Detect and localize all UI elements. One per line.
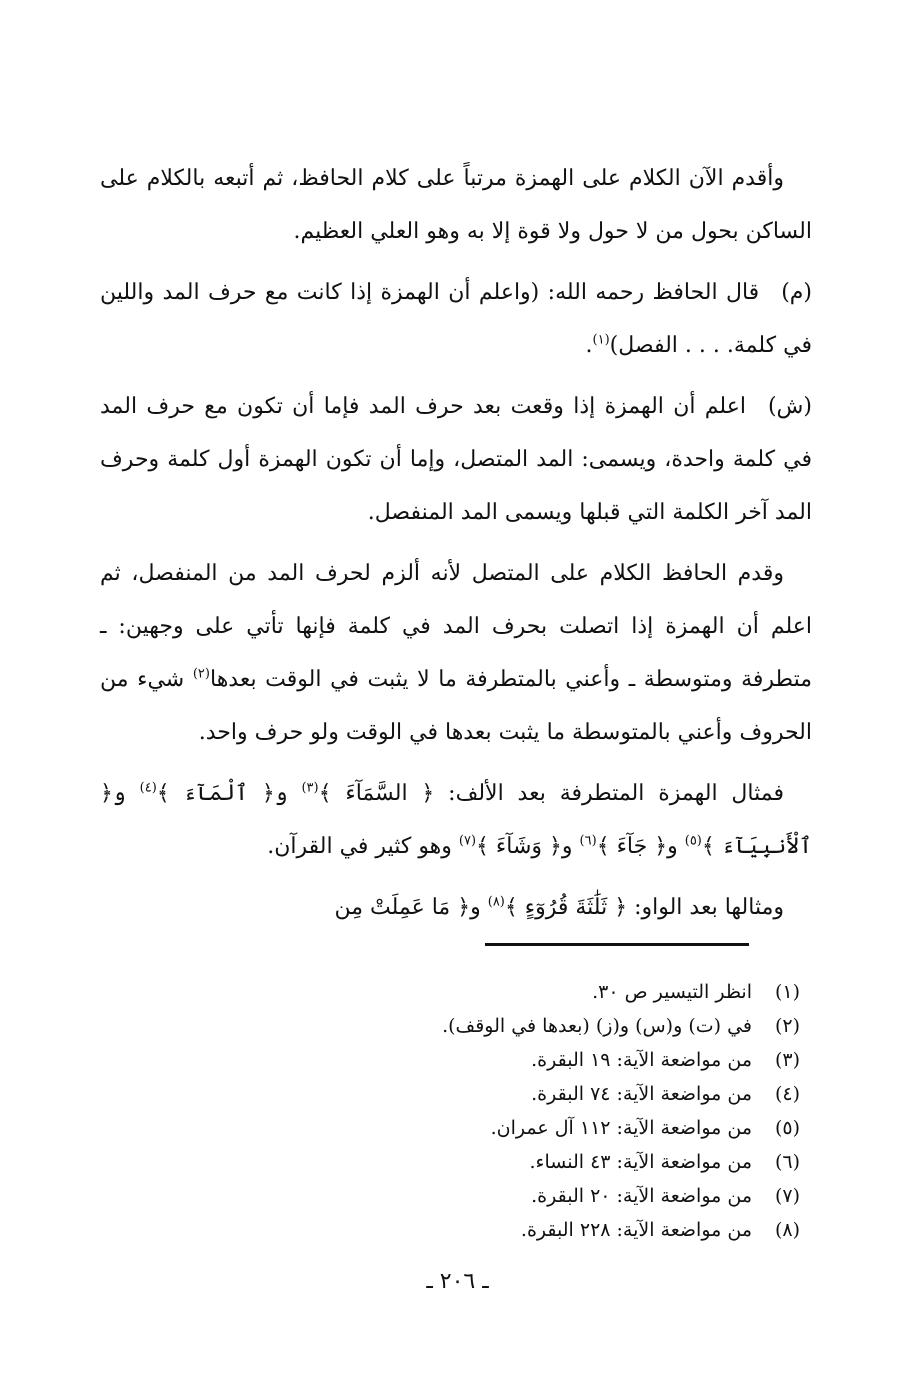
paragraph-text: وأقدم الآن الكلام على الهمزة مرتباً على كلام الحافظ، ثم أتبعه بالكلام على الساكن بحول من لا حول ولا قوة إلا به وهو العلي العظيم. — [100, 166, 812, 244]
footnote-ref[interactable]: (٥) — [684, 833, 702, 849]
footnote-item — [200, 1043, 800, 1077]
footnote-number: (٦) — [774, 1151, 800, 1173]
footnote-item — [200, 975, 800, 1009]
footnote-number: (٢) — [774, 1015, 800, 1037]
paragraph-text: و﴿ جَآءَ ﴾ — [596, 834, 685, 859]
paragraph-text: و﴿ ٱلْمَآءَ ﴾ — [156, 781, 302, 806]
footnote-text: انظر التيسير ص ٣٠. — [592, 981, 752, 1003]
footnote-text: من مواضعة الآية: ٧٤ البقرة. — [531, 1083, 752, 1105]
footnote-ref[interactable]: (٤) — [139, 780, 157, 796]
footnote-text: من مواضعة الآية: ١٩ البقرة. — [531, 1049, 752, 1071]
paragraph-tail: و﴿ مَا عَمِلَتْ مِن — [334, 895, 488, 920]
footnote-item — [200, 1179, 800, 1213]
footnote-ref[interactable]: (٨) — [487, 894, 505, 910]
footnote-item — [200, 1009, 800, 1043]
paragraph-text: وقدم الحافظ الكلام على المتصل لأنه ألزم لحرف المد من المنفصل، ثم اعلم أن الهمزة إذا اتصلت بحرف المد في كلمة فإنها تأتي على وجهين: ـ متطرفة ومتوسطة ـ وأعني بالمتطرفة ما لا يثبت في الوقت بعدها — [100, 561, 812, 692]
paragraph-muttasil — [100, 547, 812, 759]
paragraph-sharh — [100, 380, 812, 539]
main-text — [100, 152, 812, 942]
footnote-text: من مواضعة الآية: ٤٣ النساء. — [529, 1151, 752, 1173]
sharh-label: (ش) — [767, 394, 812, 419]
paragraph-tail: . — [585, 333, 593, 358]
paragraph-examples-waw — [100, 881, 812, 934]
footnote-number: (٣) — [774, 1049, 800, 1071]
footnote-number: (٤) — [774, 1083, 800, 1105]
paragraph-text: اعلم أن الهمزة إذا وقعت بعد حرف المد فإما أن تكون مع حرف المد في كلمة واحدة، ويسمى: المد المتصل، وإما أن تكون الهمزة أول كلمة وحرف المد آخر الكلمة التي قبلها ويسمى المد المنفصل. — [100, 394, 812, 525]
footnote-ref[interactable]: (٢) — [192, 666, 210, 682]
footnote-number: (٥) — [774, 1117, 800, 1139]
footnote-separator — [485, 943, 749, 946]
paragraph-text: ومثالها بعد الواو: ﴿ ثَلَٰثَةَ قُرُوٓءٍ ﴾ — [504, 895, 784, 920]
paragraph-text: و﴿ ٱلْأَنبِيَآءَ ﴾ — [100, 781, 812, 859]
paragraph-text: وهو كثير في القرآن. — [267, 834, 459, 859]
matn-label: (م) — [781, 280, 812, 305]
footnote-item — [200, 1213, 800, 1247]
paragraph-text: فمثال الهمزة المتطرفة بعد الألف: ﴿ السَّمَآءَ ﴾ — [318, 781, 784, 806]
footnotes — [200, 975, 800, 1247]
footnote-ref[interactable]: (٧) — [458, 833, 477, 849]
paragraph-examples-alif — [100, 767, 812, 873]
footnote-text: من مواضعة الآية: ١١٢ آل عمران. — [490, 1117, 752, 1139]
footnote-ref[interactable]: (١) — [592, 332, 610, 348]
footnote-text: في (ت) و(س) و(ز) (بعدها في الوقف). — [442, 1015, 752, 1037]
footnote-number: (٧) — [774, 1185, 800, 1207]
page-number: ـ ٢٠٦ ـ — [426, 1269, 489, 1294]
footnote-ref[interactable]: (٣) — [301, 780, 319, 796]
paragraph-text: قال الحافظ رحمه الله: (واعلم أن الهمزة إذا كانت مع حرف المد واللين في كلمة. . . . الفصل) — [100, 280, 812, 358]
footnote-ref[interactable]: (٦) — [579, 833, 597, 849]
footnote-item — [200, 1077, 800, 1111]
paragraph-intro — [100, 152, 812, 258]
paragraph-text: و﴿ وَشَآءَ ﴾ — [476, 834, 580, 859]
footnote-item — [200, 1145, 800, 1179]
paragraph-tail: شيء من الحروف وأعني بالمتوسطة ما يثبت بعدها في الوقت ولو حرف واحد. — [100, 667, 812, 745]
footnote-number: (١) — [774, 981, 800, 1003]
footnote-text: من مواضعة الآية: ٢٠ البقرة. — [531, 1185, 752, 1207]
paragraph-matn — [100, 266, 812, 372]
footnote-text: من مواضعة الآية: ٢٢٨ البقرة. — [520, 1219, 752, 1241]
footnote-item — [200, 1111, 800, 1145]
footnote-number: (٨) — [774, 1219, 800, 1241]
